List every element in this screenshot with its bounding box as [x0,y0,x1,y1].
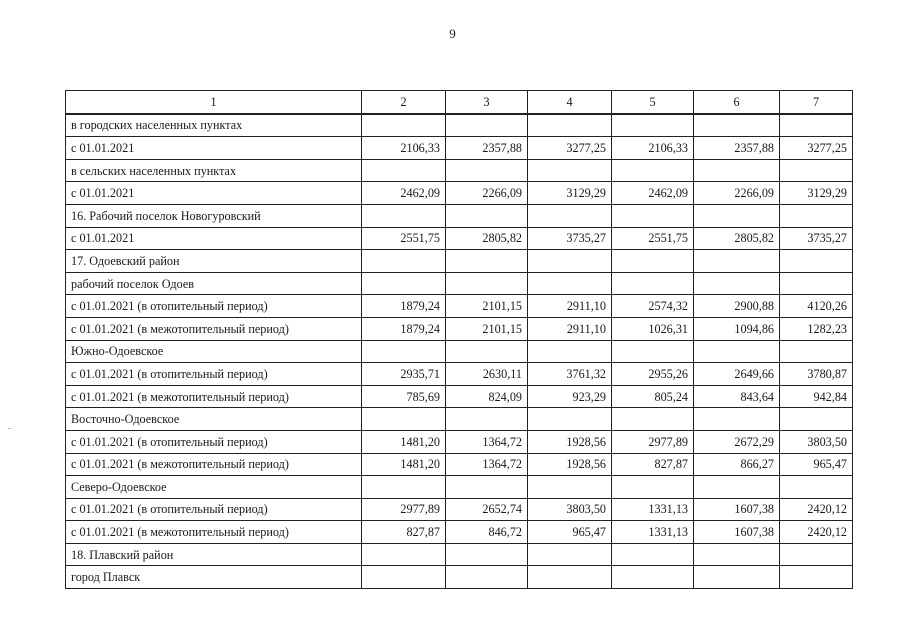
value-cell: 3277,25 [528,137,612,160]
value-cell: 2574,32 [612,295,694,318]
row-label-cell: с 01.01.2021 (в межотопительный период) [66,453,362,476]
value-cell: 3803,50 [780,430,853,453]
value-cell [612,250,694,273]
value-cell [780,204,853,227]
table-row [66,250,853,273]
value-cell [528,476,612,499]
value-cell [612,114,694,137]
value-cell: 3735,27 [780,227,853,250]
value-cell: 1928,56 [528,430,612,453]
value-cell: 2911,10 [528,295,612,318]
value-cell [780,543,853,566]
table-row [66,363,853,386]
value-cell: 866,27 [694,453,780,476]
table-row [66,408,853,431]
header-cell: 4 [528,91,612,114]
row-label-cell: с 01.01.2021 [66,137,362,160]
table-row [66,272,853,295]
value-cell [528,566,612,589]
value-cell: 2462,09 [362,182,446,205]
value-cell: 2266,09 [694,182,780,205]
value-cell: 965,47 [780,453,853,476]
value-cell: 2101,15 [446,317,528,340]
header-cell: 1 [66,91,362,114]
value-cell: 2672,29 [694,430,780,453]
value-cell [694,159,780,182]
header-cell: 2 [362,91,446,114]
table-row [66,340,853,363]
value-cell [528,272,612,295]
value-cell: 1364,72 [446,453,528,476]
value-cell [362,204,446,227]
row-label-cell: с 01.01.2021 (в межотопительный период) [66,521,362,544]
value-cell [528,159,612,182]
value-cell: 1879,24 [362,295,446,318]
row-label-cell: 17. Одоевский район [66,250,362,273]
value-cell: 965,47 [528,521,612,544]
value-cell [362,476,446,499]
value-cell [362,543,446,566]
value-cell: 1879,24 [362,317,446,340]
value-cell [612,408,694,431]
value-cell: 1282,23 [780,317,853,340]
value-cell [780,476,853,499]
row-label-cell: с 01.01.2021 [66,182,362,205]
table-row [66,137,853,160]
value-cell: 824,09 [446,385,528,408]
value-cell [780,159,853,182]
value-cell [612,476,694,499]
table-header-row [66,91,853,114]
value-cell: 1481,20 [362,430,446,453]
value-cell [446,340,528,363]
value-cell [780,250,853,273]
value-cell: 2977,89 [362,498,446,521]
value-cell [694,114,780,137]
value-cell: 846,72 [446,521,528,544]
row-label-cell: 16. Рабочий поселок Новогуровский [66,204,362,227]
value-cell: 2955,26 [612,363,694,386]
value-cell [694,204,780,227]
value-cell: 2805,82 [446,227,528,250]
value-cell [446,543,528,566]
value-cell: 1331,13 [612,521,694,544]
row-label-cell: в сельских населенных пунктах [66,159,362,182]
table-row [66,521,853,544]
value-cell: 827,87 [362,521,446,544]
value-cell: 2551,75 [362,227,446,250]
header-cell: 7 [780,91,853,114]
value-cell [528,250,612,273]
header-cell: 3 [446,91,528,114]
value-cell [446,159,528,182]
value-cell: 2106,33 [362,137,446,160]
value-cell [446,476,528,499]
row-label-cell: Южно-Одоевское [66,340,362,363]
value-cell: 942,84 [780,385,853,408]
row-label-cell: с 01.01.2021 (в межотопительный период) [66,385,362,408]
row-label-cell: с 01.01.2021 (в отопительный период) [66,498,362,521]
value-cell [362,566,446,589]
value-cell [612,340,694,363]
table-row [66,543,853,566]
table-row [66,114,853,137]
value-cell: 2357,88 [694,137,780,160]
value-cell [694,566,780,589]
table-row [66,385,853,408]
row-label-cell: с 01.01.2021 (в отопительный период) [66,295,362,318]
row-label-cell: рабочий поселок Одоев [66,272,362,295]
value-cell: 805,24 [612,385,694,408]
table-row [66,453,853,476]
value-cell: 843,64 [694,385,780,408]
table-row [66,430,853,453]
value-cell: 4120,26 [780,295,853,318]
value-cell: 2805,82 [694,227,780,250]
value-cell: 2266,09 [446,182,528,205]
value-cell [528,408,612,431]
value-cell: 1331,13 [612,498,694,521]
value-cell: 3780,87 [780,363,853,386]
table-row [66,295,853,318]
value-cell: 2911,10 [528,317,612,340]
value-cell [694,272,780,295]
value-cell [446,250,528,273]
value-cell: 2101,15 [446,295,528,318]
value-cell [446,204,528,227]
tariff-table [65,90,853,589]
table-row [66,227,853,250]
value-cell: 2420,12 [780,498,853,521]
value-cell: 785,69 [362,385,446,408]
value-cell: 3129,29 [780,182,853,205]
value-cell [362,340,446,363]
row-label-cell: с 01.01.2021 (в отопительный период) [66,430,362,453]
value-cell: 2462,09 [612,182,694,205]
value-cell [694,408,780,431]
row-label-cell: Восточно-Одоевское [66,408,362,431]
value-cell: 2935,71 [362,363,446,386]
value-cell: 1364,72 [446,430,528,453]
header-cell: 5 [612,91,694,114]
table-row [66,498,853,521]
row-label-cell: город Плавск [66,566,362,589]
table-row [66,476,853,499]
value-cell: 2420,12 [780,521,853,544]
value-cell: 1928,56 [528,453,612,476]
value-cell: 2649,66 [694,363,780,386]
header-cell: 6 [694,91,780,114]
value-cell [528,340,612,363]
value-cell: 3277,25 [780,137,853,160]
table-row [66,182,853,205]
value-cell [528,204,612,227]
value-cell: 3803,50 [528,498,612,521]
value-cell: 1094,86 [694,317,780,340]
value-cell [446,566,528,589]
value-cell: 2900,88 [694,295,780,318]
value-cell [612,204,694,227]
value-cell [362,408,446,431]
value-cell [780,340,853,363]
value-cell: 3129,29 [528,182,612,205]
value-cell [694,543,780,566]
table-row [66,317,853,340]
value-cell: 2630,11 [446,363,528,386]
value-cell [446,408,528,431]
page-number: 9 [449,26,456,41]
value-cell [446,114,528,137]
value-cell: 2357,88 [446,137,528,160]
table-row [66,204,853,227]
value-cell [612,566,694,589]
value-cell [362,272,446,295]
value-cell: 1607,38 [694,498,780,521]
value-cell: 1026,31 [612,317,694,340]
value-cell: 827,87 [612,453,694,476]
value-cell: 2106,33 [612,137,694,160]
value-cell: 2977,89 [612,430,694,453]
value-cell [780,114,853,137]
row-label-cell: с 01.01.2021 [66,227,362,250]
row-label-cell: в городских населенных пунктах [66,114,362,137]
value-cell [362,159,446,182]
row-label-cell: с 01.01.2021 (в отопительный период) [66,363,362,386]
value-cell [694,340,780,363]
table-row [66,566,853,589]
value-cell: 923,29 [528,385,612,408]
row-label-cell: Северо-Одоевское [66,476,362,499]
value-cell [528,114,612,137]
table-row [66,159,853,182]
table-body [66,91,853,589]
value-cell [694,476,780,499]
value-cell [362,114,446,137]
value-cell: 2551,75 [612,227,694,250]
value-cell [612,543,694,566]
margin-mark [8,428,11,429]
row-label-cell: с 01.01.2021 (в межотопительный период) [66,317,362,340]
value-cell: 1481,20 [362,453,446,476]
value-cell: 2652,74 [446,498,528,521]
value-cell [528,543,612,566]
value-cell: 1607,38 [694,521,780,544]
value-cell [446,272,528,295]
value-cell [612,272,694,295]
value-cell [780,408,853,431]
value-cell: 3735,27 [528,227,612,250]
value-cell [694,250,780,273]
row-label-cell: 18. Плавский район [66,543,362,566]
value-cell [780,272,853,295]
value-cell [780,566,853,589]
value-cell [362,250,446,273]
value-cell [612,159,694,182]
value-cell: 3761,32 [528,363,612,386]
